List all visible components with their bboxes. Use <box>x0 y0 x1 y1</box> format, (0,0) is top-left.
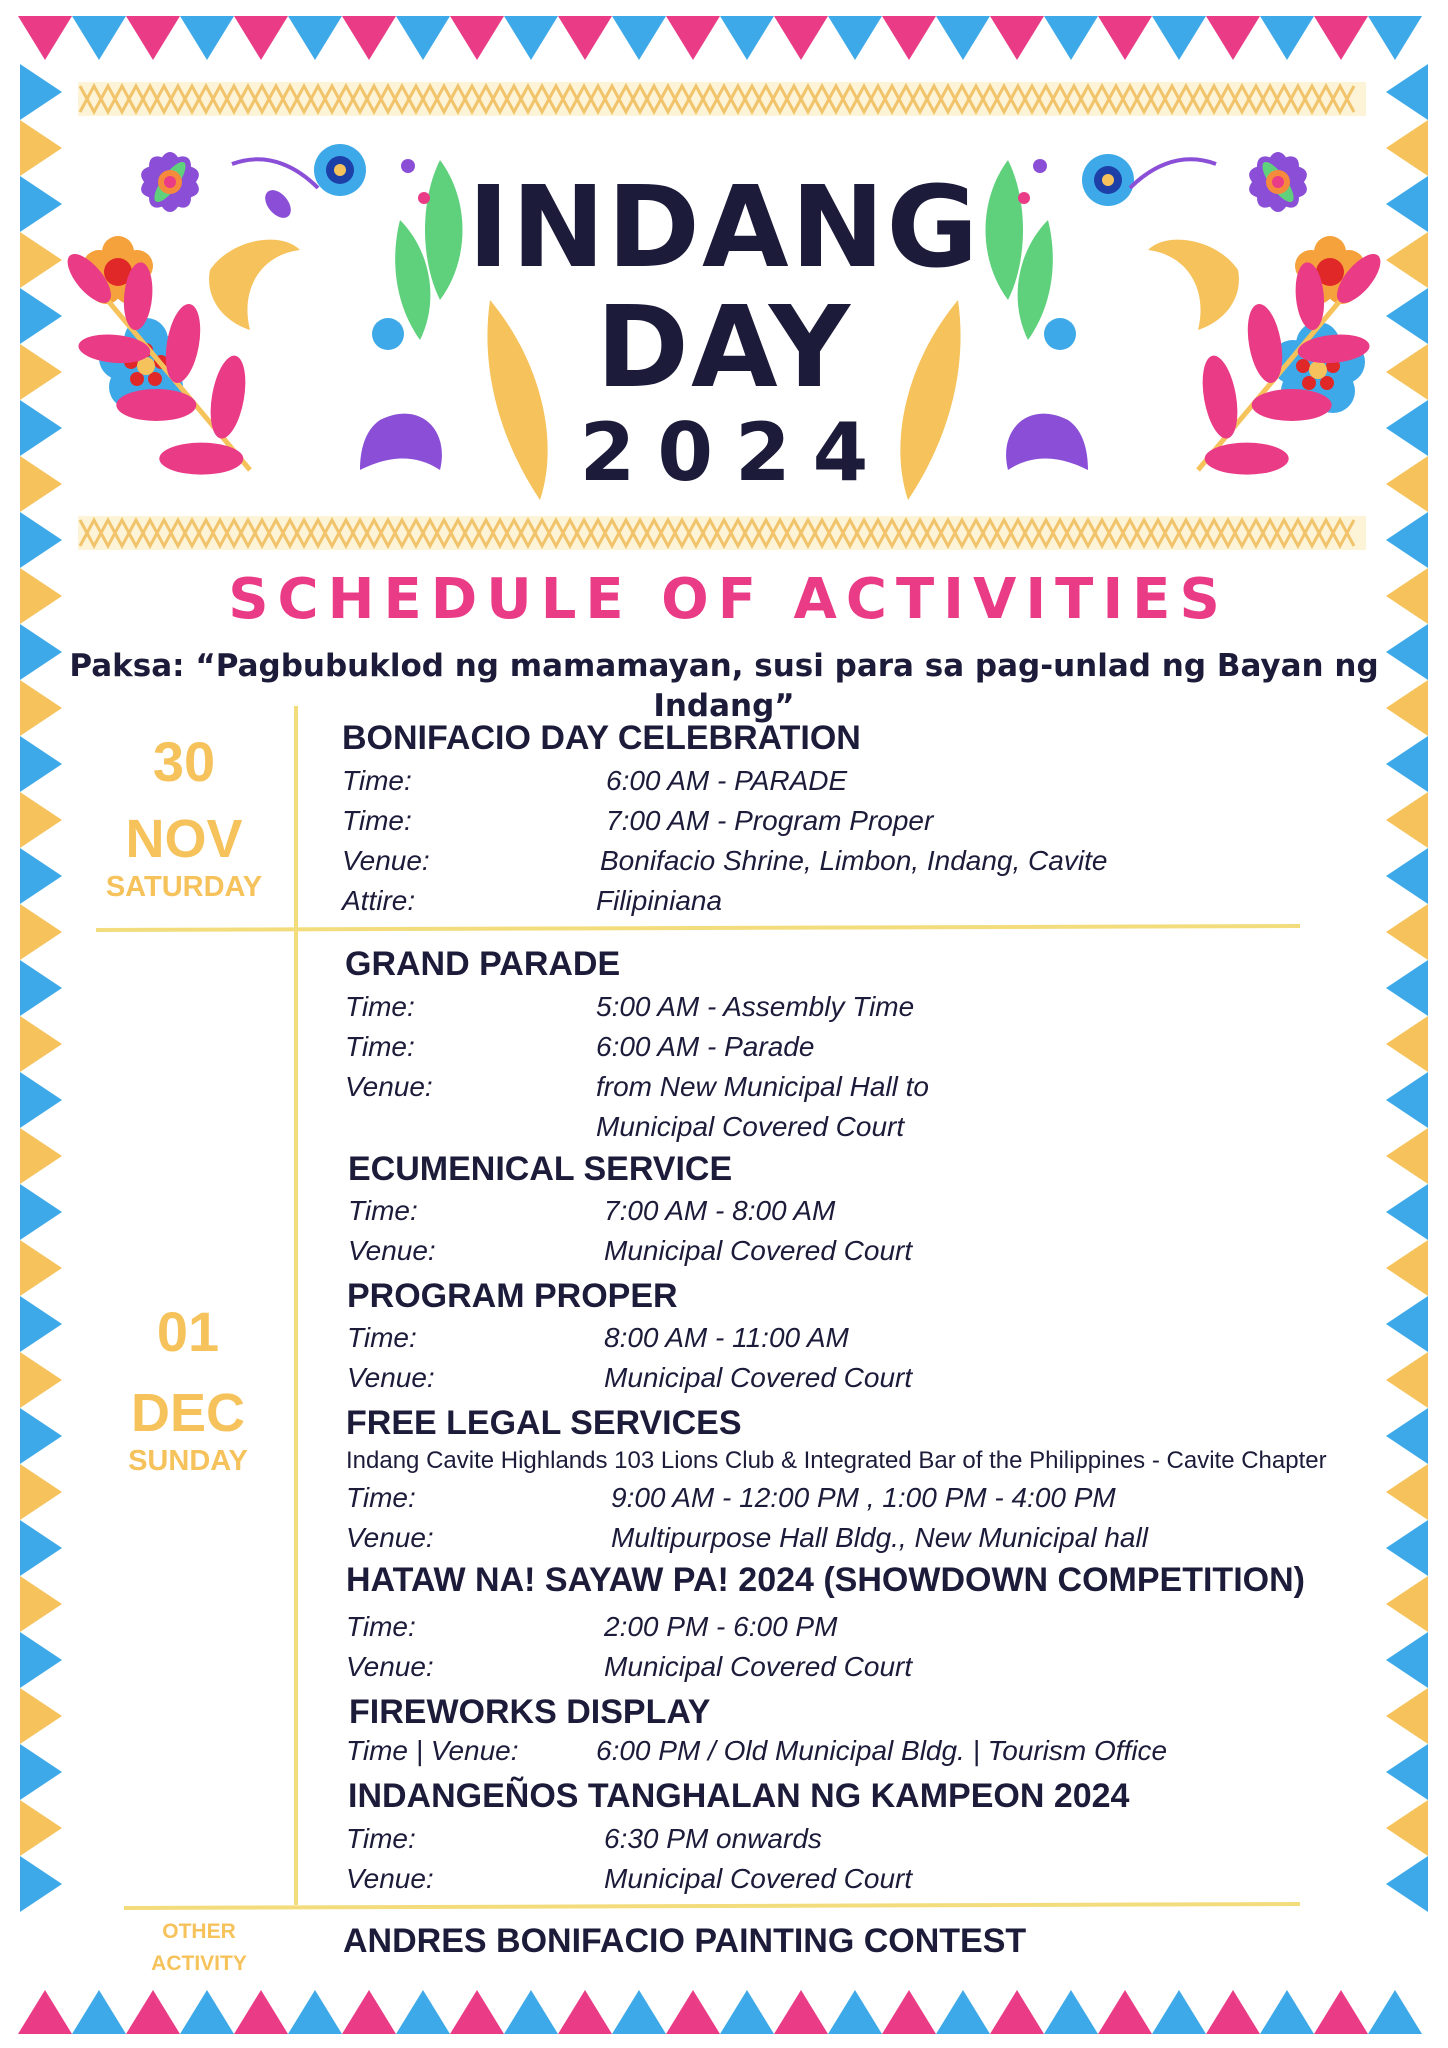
border-triangle <box>180 16 234 60</box>
event-value: 9:00 AM - 12:00 PM , 1:00 PM - 4:00 PM <box>611 1482 1116 1513</box>
event-title-hataw-showdown: HATAW NA! SAYAW PA! 2024 (SHOWDOWN COMPETITION) <box>346 1561 1305 1599</box>
border-triangle <box>882 16 936 60</box>
border-triangle <box>1386 1464 1428 1520</box>
border-triangle <box>1206 1990 1260 2034</box>
border-triangle <box>612 16 666 60</box>
border-triangle <box>1314 1990 1368 2034</box>
border-triangle <box>1386 1184 1428 1240</box>
border-triangle <box>558 16 612 60</box>
event-label: Venue: <box>345 1071 433 1102</box>
border-triangle <box>774 1990 828 2034</box>
border-triangle <box>20 736 62 792</box>
border-triangle <box>396 16 450 60</box>
event-value: 6:00 AM - Parade <box>596 1031 815 1062</box>
horizontal-divider <box>124 1904 1300 1908</box>
event-value: 2:00 PM - 6:00 PM <box>604 1611 838 1642</box>
border-triangle <box>1152 16 1206 60</box>
event-title-free-legal-services: FREE LEGAL SERVICES <box>346 1404 742 1442</box>
border-triangle <box>1386 1408 1428 1464</box>
border-triangle <box>342 1990 396 2034</box>
border-triangle <box>20 848 62 904</box>
event-label: Time: <box>346 1823 416 1854</box>
bottom-triangle-border <box>18 1990 1422 2034</box>
event-title-ecumenical-service: ECUMENICAL SERVICE <box>348 1150 733 1188</box>
other-activity-line1: OTHER <box>162 1920 236 1943</box>
event-value: Municipal Covered Court <box>596 1111 905 1142</box>
event-value: 6:00 PM / Old Municipal Bldg. | Tourism Office <box>596 1735 1168 1766</box>
poster-title: INDANG <box>467 163 981 293</box>
border-triangle <box>828 16 882 60</box>
border-triangle <box>936 1990 990 2034</box>
border-triangle <box>1260 1990 1314 2034</box>
border-triangle <box>1386 1128 1428 1184</box>
event-subtitle: Indang Cavite Highlands 103 Lions Club & Integrated Bar of the Philippines - Cavite Chapter <box>346 1447 1327 1474</box>
event-label: Venue: <box>348 1235 436 1266</box>
border-triangle <box>1386 736 1428 792</box>
event-title-program-proper: PROGRAM PROPER <box>347 1277 678 1315</box>
border-triangle <box>72 1990 126 2034</box>
border-triangle <box>882 1990 936 2034</box>
other-activity-label <box>114 1916 284 1980</box>
event-value: Municipal Covered Court <box>604 1235 913 1266</box>
border-triangle <box>20 960 62 1016</box>
border-triangle <box>450 16 504 60</box>
border-triangle <box>20 1744 62 1800</box>
event-value: 7:00 AM - Program Proper <box>606 805 934 836</box>
border-triangle <box>20 904 62 960</box>
event-label: Venue: <box>346 1651 434 1682</box>
border-triangle <box>1386 1632 1428 1688</box>
border-triangle <box>1206 16 1260 60</box>
event-label: Time: <box>346 1482 416 1513</box>
event-label: Time: <box>347 1322 417 1353</box>
border-triangle <box>1386 960 1428 1016</box>
border-triangle <box>666 1990 720 2034</box>
date-dec-01 <box>88 1300 288 1478</box>
border-triangle <box>1386 1800 1428 1856</box>
date-month: NOV <box>125 809 243 869</box>
event-label: Venue: <box>346 1863 434 1894</box>
border-triangle <box>990 16 1044 60</box>
event-value: 5:00 AM - Assembly Time <box>596 991 915 1022</box>
border-triangle <box>20 64 62 120</box>
date-month: DEC <box>130 1383 245 1443</box>
event-label: Venue: <box>346 1522 434 1553</box>
border-triangle <box>504 16 558 60</box>
event-value: Municipal Covered Court <box>604 1651 913 1682</box>
border-triangle <box>1260 16 1314 60</box>
poster-year: 2024 <box>579 406 891 499</box>
border-triangle <box>20 1128 62 1184</box>
border-triangle <box>288 16 342 60</box>
date-weekday: SATURDAY <box>105 871 263 903</box>
border-triangle <box>990 1990 1044 2034</box>
event-value: Municipal Covered Court <box>604 1863 913 1894</box>
event-title-tanghalan: INDANGEÑOS TANGHALAN NG KAMPEON 2024 <box>348 1777 1130 1815</box>
border-triangle <box>72 16 126 60</box>
border-triangle <box>1368 1990 1422 2034</box>
border-triangle <box>20 1408 62 1464</box>
border-triangle <box>1044 16 1098 60</box>
border-triangle <box>20 1576 62 1632</box>
border-triangle <box>1386 512 1428 568</box>
border-triangle <box>342 16 396 60</box>
border-triangle <box>20 1016 62 1072</box>
event-value: 7:00 AM - 8:00 AM <box>604 1195 836 1226</box>
border-triangle <box>1386 1016 1428 1072</box>
border-triangle <box>720 1990 774 2034</box>
border-triangle <box>1386 848 1428 904</box>
border-triangle <box>1386 792 1428 848</box>
event-title-bonifacio-day: BONIFACIO DAY CELEBRATION <box>342 719 861 757</box>
border-triangle <box>774 16 828 60</box>
border-triangle <box>126 1990 180 2034</box>
border-triangle <box>1152 1990 1206 2034</box>
event-label: Time: <box>348 1195 418 1226</box>
border-triangle <box>20 1240 62 1296</box>
border-triangle <box>126 16 180 60</box>
date-nov-30 <box>84 730 284 904</box>
event-label: Time: <box>345 1031 415 1062</box>
border-triangle <box>20 1184 62 1240</box>
event-title-fireworks-display: FIREWORKS DISPLAY <box>349 1693 711 1731</box>
border-triangle <box>450 1990 504 2034</box>
event-value: 6:00 AM - PARADE <box>606 765 848 796</box>
border-triangle <box>20 1464 62 1520</box>
event-title-painting-contest: ANDRES BONIFACIO PAINTING CONTEST <box>343 1922 1027 1960</box>
date-day: 01 <box>156 1300 220 1363</box>
event-label: Time: <box>342 805 412 836</box>
top-triangle-border <box>18 16 1422 60</box>
zigzag-band-top <box>78 82 1366 116</box>
event-label: Venue: <box>342 845 430 876</box>
border-triangle <box>1044 1990 1098 2034</box>
event-value: Filipiniana <box>596 885 723 916</box>
event-label: Venue: <box>347 1362 435 1393</box>
border-triangle <box>720 16 774 60</box>
border-triangle <box>936 16 990 60</box>
border-triangle <box>1386 1072 1428 1128</box>
date-weekday: SUNDAY <box>128 1445 248 1477</box>
border-triangle <box>504 1990 558 2034</box>
border-triangle <box>666 16 720 60</box>
border-triangle <box>1314 16 1368 60</box>
border-triangle <box>20 792 62 848</box>
theme-line: Paksa: “Pagbubuklod ng mamamayan, susi para sa pag-unlad ng Bayan ng Indang” <box>69 648 1379 724</box>
horizontal-divider <box>96 926 1300 930</box>
date-day: 30 <box>152 730 216 793</box>
border-triangle <box>20 1072 62 1128</box>
border-triangle <box>1386 1520 1428 1576</box>
border-triangle <box>1098 1990 1152 2034</box>
border-triangle <box>1386 1856 1428 1912</box>
border-triangle <box>1386 904 1428 960</box>
event-value: 8:00 AM - 11:00 AM <box>604 1322 849 1353</box>
event-value: Multipurpose Hall Bldg., New Municipal hall <box>611 1522 1148 1553</box>
event-value: 6:30 PM onwards <box>604 1823 822 1854</box>
border-triangle <box>1368 16 1422 60</box>
border-triangle <box>234 1990 288 2034</box>
other-activity-line2: ACTIVITY <box>151 1952 247 1975</box>
event-value: from New Municipal Hall to <box>596 1071 929 1102</box>
border-triangle <box>20 1856 62 1912</box>
border-triangle <box>828 1990 882 2034</box>
border-triangle <box>1386 1744 1428 1800</box>
border-triangle <box>20 1800 62 1856</box>
border-triangle <box>18 1990 72 2034</box>
poster-title-line2: DAY <box>595 283 853 413</box>
border-triangle <box>558 1990 612 2034</box>
schedule-heading: SCHEDULE OF ACTIVITIES <box>228 567 1229 632</box>
border-triangle <box>1098 16 1152 60</box>
event-label: Time: <box>346 1611 416 1642</box>
border-triangle <box>612 1990 666 2034</box>
border-triangle <box>20 1632 62 1688</box>
border-triangle <box>1386 64 1428 120</box>
border-triangle <box>180 1990 234 2034</box>
border-triangle <box>1386 1240 1428 1296</box>
border-triangle <box>20 1520 62 1576</box>
border-triangle <box>288 1990 342 2034</box>
border-triangle <box>20 1352 62 1408</box>
event-label: Time | Venue: <box>346 1735 519 1766</box>
event-label: Attire: <box>342 885 416 916</box>
event-value: Municipal Covered Court <box>604 1362 913 1393</box>
event-title-grand-parade: GRAND PARADE <box>345 945 621 983</box>
border-triangle <box>1386 1352 1428 1408</box>
border-triangle <box>1386 1576 1428 1632</box>
border-triangle <box>20 1296 62 1352</box>
event-label: Time: <box>345 991 415 1022</box>
event-value: Bonifacio Shrine, Limbon, Indang, Cavite <box>600 845 1108 876</box>
border-triangle <box>396 1990 450 2034</box>
border-triangle <box>1386 1688 1428 1744</box>
border-triangle <box>20 1688 62 1744</box>
border-triangle <box>234 16 288 60</box>
border-triangle <box>1386 1296 1428 1352</box>
event-label: Time: <box>342 765 412 796</box>
border-triangle <box>20 512 62 568</box>
zigzag-band-bottom <box>78 516 1366 550</box>
border-triangle <box>18 16 72 60</box>
